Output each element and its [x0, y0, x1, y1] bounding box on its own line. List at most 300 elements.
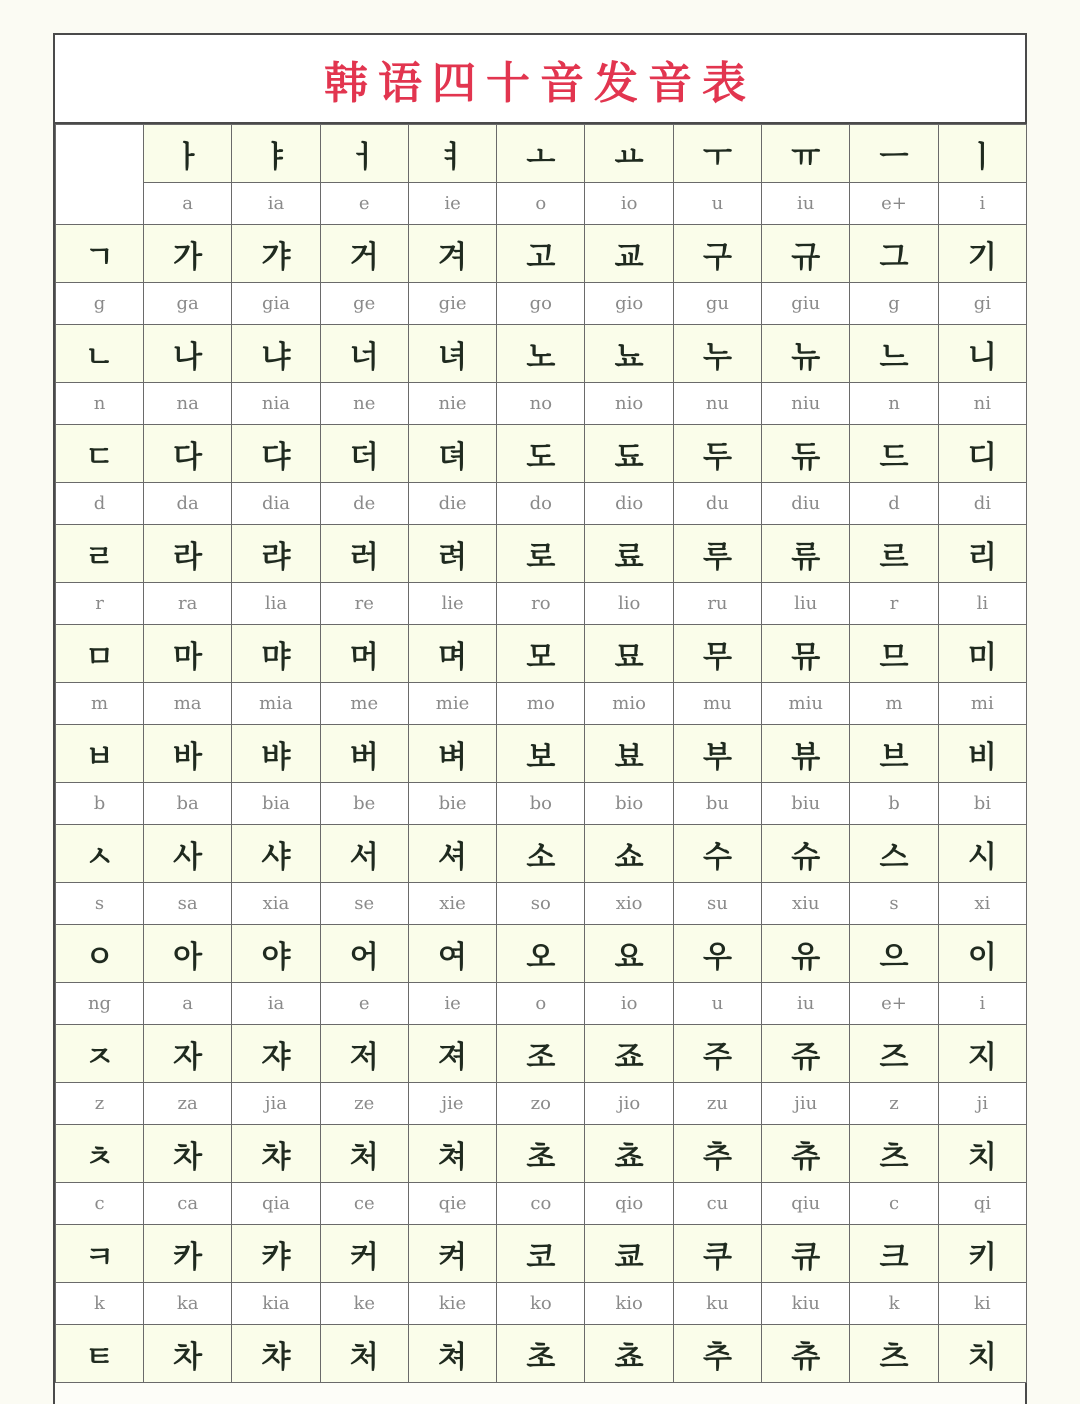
romanization-cell: li: [938, 583, 1026, 625]
syllable-row: [56, 1225, 1027, 1283]
syllable-cell: 나: [144, 325, 232, 383]
romanization-cell: kio: [585, 1283, 673, 1325]
romanization-row: [56, 1283, 1027, 1325]
romanization-cell: o: [497, 983, 585, 1025]
syllable-cell: 랴: [232, 525, 320, 583]
romanization-cell: z: [850, 1083, 938, 1125]
romanization-row: [56, 983, 1027, 1025]
syllable-cell: 쥬: [762, 1025, 850, 1083]
romanization-cell: xi: [938, 883, 1026, 925]
syllable-cell: 시: [938, 825, 1026, 883]
romanization-row: [56, 683, 1027, 725]
syllable-cell: 마: [144, 625, 232, 683]
consonant-cell: ㅅ: [56, 825, 144, 883]
syllable-cell: 쟈: [232, 1025, 320, 1083]
syllable-cell: 카: [144, 1225, 232, 1283]
romanization-cell: diu: [762, 483, 850, 525]
syllable-cell: 기: [938, 225, 1026, 283]
syllable-cell: 리: [938, 525, 1026, 583]
vowel-roman-cell: ie: [408, 183, 496, 225]
consonant-roman-cell: b: [56, 783, 144, 825]
romanization-cell: ni: [938, 383, 1026, 425]
romanization-cell: bu: [673, 783, 761, 825]
syllable-cell: 드: [850, 425, 938, 483]
romanization-cell: s: [850, 883, 938, 925]
syllable-cell: 어: [320, 925, 408, 983]
romanization-cell: lia: [232, 583, 320, 625]
syllable-cell: 뵤: [585, 725, 673, 783]
vowel-roman-cell: a: [144, 183, 232, 225]
syllable-cell: 코: [497, 1225, 585, 1283]
syllable-cell: 듀: [762, 425, 850, 483]
syllable-cell: 챠: [232, 1325, 320, 1383]
syllable-cell: 보: [497, 725, 585, 783]
syllable-cell: 려: [408, 525, 496, 583]
romanization-cell: cu: [673, 1183, 761, 1225]
syllable-cell: 아: [144, 925, 232, 983]
romanization-cell: ma: [144, 683, 232, 725]
romanization-row: [56, 783, 1027, 825]
consonant-cell: ㄴ: [56, 325, 144, 383]
syllable-cell: 쳐: [408, 1125, 496, 1183]
romanization-cell: gu: [673, 283, 761, 325]
syllable-cell: 요: [585, 925, 673, 983]
syllable-cell: 이: [938, 925, 1026, 983]
consonant-cell: ㅌ: [56, 1325, 144, 1383]
syllable-cell: 버: [320, 725, 408, 783]
syllable-cell: 주: [673, 1025, 761, 1083]
syllable-cell: 스: [850, 825, 938, 883]
syllable-row: [56, 325, 1027, 383]
syllable-cell: 류: [762, 525, 850, 583]
consonant-roman-cell: s: [56, 883, 144, 925]
syllable-cell: 누: [673, 325, 761, 383]
romanization-cell: re: [320, 583, 408, 625]
romanization-cell: co: [497, 1183, 585, 1225]
syllable-row: [56, 1025, 1027, 1083]
romanization-cell: qio: [585, 1183, 673, 1225]
syllable-cell: 우: [673, 925, 761, 983]
syllable-cell: 자: [144, 1025, 232, 1083]
romanization-cell: ze: [320, 1083, 408, 1125]
syllable-cell: 커: [320, 1225, 408, 1283]
syllable-cell: 거: [320, 225, 408, 283]
syllable-cell: 다: [144, 425, 232, 483]
syllable-cell: 쿠: [673, 1225, 761, 1283]
vowel-roman-cell: ia: [232, 183, 320, 225]
syllable-cell: 챠: [232, 1125, 320, 1183]
romanization-cell: u: [673, 983, 761, 1025]
syllable-cell: 라: [144, 525, 232, 583]
vowel-roman-cell: e: [320, 183, 408, 225]
romanization-cell: ke: [320, 1283, 408, 1325]
syllable-cell: 규: [762, 225, 850, 283]
romanization-cell: a: [144, 983, 232, 1025]
syllable-cell: 녀: [408, 325, 496, 383]
romanization-cell: se: [320, 883, 408, 925]
romanization-cell: mo: [497, 683, 585, 725]
syllable-cell: 지: [938, 1025, 1026, 1083]
syllable-cell: 차: [144, 1325, 232, 1383]
syllable-cell: 사: [144, 825, 232, 883]
romanization-cell: qia: [232, 1183, 320, 1225]
romanization-cell: ca: [144, 1183, 232, 1225]
syllable-cell: 뷰: [762, 725, 850, 783]
romanization-cell: niu: [762, 383, 850, 425]
romanization-cell: bia: [232, 783, 320, 825]
syllable-cell: 그: [850, 225, 938, 283]
syllable-cell: 갸: [232, 225, 320, 283]
vowel-roman-row: [56, 183, 1027, 225]
romanization-cell: ku: [673, 1283, 761, 1325]
syllable-row: [56, 525, 1027, 583]
romanization-cell: qi: [938, 1183, 1026, 1225]
syllable-cell: 느: [850, 325, 938, 383]
vowel-roman-cell: o: [497, 183, 585, 225]
syllable-cell: 여: [408, 925, 496, 983]
syllable-cell: 가: [144, 225, 232, 283]
syllable-cell: 모: [497, 625, 585, 683]
consonant-roman-cell: c: [56, 1183, 144, 1225]
syllable-cell: 부: [673, 725, 761, 783]
syllable-cell: 차: [144, 1125, 232, 1183]
syllable-cell: 으: [850, 925, 938, 983]
vowel-cell: ㅜ: [673, 125, 761, 183]
consonant-roman-cell: g: [56, 283, 144, 325]
syllable-cell: 져: [408, 1025, 496, 1083]
syllable-cell: 두: [673, 425, 761, 483]
syllable-cell: 미: [938, 625, 1026, 683]
romanization-cell: n: [850, 383, 938, 425]
romanization-cell: kiu: [762, 1283, 850, 1325]
romanization-cell: jiu: [762, 1083, 850, 1125]
romanization-cell: xie: [408, 883, 496, 925]
syllable-cell: 조: [497, 1025, 585, 1083]
syllable-cell: 크: [850, 1225, 938, 1283]
syllable-cell: 벼: [408, 725, 496, 783]
romanization-row: [56, 483, 1027, 525]
romanization-cell: na: [144, 383, 232, 425]
vowel-roman-cell: i: [938, 183, 1026, 225]
consonant-roman-cell: z: [56, 1083, 144, 1125]
syllable-row: [56, 925, 1027, 983]
syllable-cell: 노: [497, 325, 585, 383]
romanization-cell: gia: [232, 283, 320, 325]
romanization-cell: m: [850, 683, 938, 725]
syllable-cell: 머: [320, 625, 408, 683]
corner-cell: [56, 125, 144, 225]
vowel-roman-cell: u: [673, 183, 761, 225]
syllable-cell: 디: [938, 425, 1026, 483]
romanization-cell: qiu: [762, 1183, 850, 1225]
romanization-cell: dia: [232, 483, 320, 525]
romanization-cell: r: [850, 583, 938, 625]
romanization-cell: gi: [938, 283, 1026, 325]
syllable-cell: 루: [673, 525, 761, 583]
romanization-cell: e+: [850, 983, 938, 1025]
syllable-cell: 저: [320, 1025, 408, 1083]
syllable-cell: 로: [497, 525, 585, 583]
syllable-cell: 고: [497, 225, 585, 283]
consonant-cell: ㅈ: [56, 1025, 144, 1083]
romanization-row: [56, 1083, 1027, 1125]
consonant-roman-cell: ng: [56, 983, 144, 1025]
title-band: [55, 35, 1025, 124]
romanization-cell: giu: [762, 283, 850, 325]
romanization-cell: me: [320, 683, 408, 725]
romanization-cell: jia: [232, 1083, 320, 1125]
romanization-cell: ie: [408, 983, 496, 1025]
syllable-table: [55, 124, 1027, 1383]
vowel-cell: ㅗ: [497, 125, 585, 183]
syllable-cell: 바: [144, 725, 232, 783]
syllable-cell: 료: [585, 525, 673, 583]
romanization-cell: nio: [585, 383, 673, 425]
syllable-cell: 죠: [585, 1025, 673, 1083]
romanization-cell: xio: [585, 883, 673, 925]
vowel-cell: ㅡ: [850, 125, 938, 183]
romanization-cell: xiu: [762, 883, 850, 925]
romanization-cell: dio: [585, 483, 673, 525]
romanization-cell: nie: [408, 383, 496, 425]
romanization-cell: bie: [408, 783, 496, 825]
consonant-roman-cell: n: [56, 383, 144, 425]
pronunciation-chart: [53, 33, 1027, 1404]
syllable-cell: 수: [673, 825, 761, 883]
vowel-header-row: [56, 125, 1027, 183]
romanization-row: [56, 283, 1027, 325]
romanization-cell: liu: [762, 583, 850, 625]
syllable-cell: 먀: [232, 625, 320, 683]
syllable-cell: 르: [850, 525, 938, 583]
romanization-cell: za: [144, 1083, 232, 1125]
vowel-cell: ㅑ: [232, 125, 320, 183]
syllable-cell: 유: [762, 925, 850, 983]
romanization-cell: mi: [938, 683, 1026, 725]
romanization-cell: kie: [408, 1283, 496, 1325]
syllable-cell: 치: [938, 1125, 1026, 1183]
consonant-cell: ㅋ: [56, 1225, 144, 1283]
syllable-cell: 더: [320, 425, 408, 483]
romanization-cell: lie: [408, 583, 496, 625]
romanization-cell: ce: [320, 1183, 408, 1225]
syllable-cell: 오: [497, 925, 585, 983]
syllable-cell: 묘: [585, 625, 673, 683]
romanization-cell: k: [850, 1283, 938, 1325]
syllable-cell: 브: [850, 725, 938, 783]
syllable-cell: 비: [938, 725, 1026, 783]
romanization-cell: ko: [497, 1283, 585, 1325]
syllable-cell: 도: [497, 425, 585, 483]
syllable-cell: 추: [673, 1125, 761, 1183]
syllable-row: [56, 625, 1027, 683]
romanization-cell: de: [320, 483, 408, 525]
consonant-cell: ㅊ: [56, 1125, 144, 1183]
romanization-cell: i: [938, 983, 1026, 1025]
syllable-cell: 샤: [232, 825, 320, 883]
syllable-cell: 러: [320, 525, 408, 583]
syllable-cell: 추: [673, 1325, 761, 1383]
romanization-cell: ba: [144, 783, 232, 825]
syllable-cell: 냐: [232, 325, 320, 383]
romanization-cell: bio: [585, 783, 673, 825]
syllable-cell: 야: [232, 925, 320, 983]
romanization-cell: jio: [585, 1083, 673, 1125]
romanization-cell: ki: [938, 1283, 1026, 1325]
vowel-cell: ㅕ: [408, 125, 496, 183]
syllable-cell: 므: [850, 625, 938, 683]
romanization-cell: su: [673, 883, 761, 925]
romanization-cell: zu: [673, 1083, 761, 1125]
romanization-cell: bo: [497, 783, 585, 825]
consonant-cell: ㄱ: [56, 225, 144, 283]
syllable-cell: 켜: [408, 1225, 496, 1283]
vowel-roman-cell: e+: [850, 183, 938, 225]
romanization-cell: sa: [144, 883, 232, 925]
syllable-cell: 큐: [762, 1225, 850, 1283]
romanization-cell: ru: [673, 583, 761, 625]
vowel-cell: ㅣ: [938, 125, 1026, 183]
vowel-cell: ㅛ: [585, 125, 673, 183]
syllable-cell: 너: [320, 325, 408, 383]
syllable-cell: 뱌: [232, 725, 320, 783]
romanization-cell: bi: [938, 783, 1026, 825]
romanization-cell: gie: [408, 283, 496, 325]
romanization-cell: no: [497, 383, 585, 425]
consonant-roman-cell: r: [56, 583, 144, 625]
consonant-roman-cell: k: [56, 1283, 144, 1325]
romanization-cell: zo: [497, 1083, 585, 1125]
syllable-row: [56, 825, 1027, 883]
romanization-cell: io: [585, 983, 673, 1025]
romanization-cell: xia: [232, 883, 320, 925]
consonant-cell: ㄹ: [56, 525, 144, 583]
romanization-cell: miu: [762, 683, 850, 725]
consonant-cell: ㄷ: [56, 425, 144, 483]
vowel-cell: ㅏ: [144, 125, 232, 183]
romanization-cell: jie: [408, 1083, 496, 1125]
syllable-cell: 뎌: [408, 425, 496, 483]
romanization-cell: mie: [408, 683, 496, 725]
syllable-row: [56, 425, 1027, 483]
romanization-cell: so: [497, 883, 585, 925]
romanization-row: [56, 883, 1027, 925]
vowel-roman-cell: io: [585, 183, 673, 225]
syllable-cell: 츠: [850, 1325, 938, 1383]
romanization-cell: mu: [673, 683, 761, 725]
romanization-cell: mia: [232, 683, 320, 725]
romanization-cell: lio: [585, 583, 673, 625]
romanization-cell: b: [850, 783, 938, 825]
romanization-cell: g: [850, 283, 938, 325]
syllable-cell: 무: [673, 625, 761, 683]
romanization-cell: ra: [144, 583, 232, 625]
syllable-cell: 쵸: [585, 1125, 673, 1183]
syllable-cell: 츠: [850, 1125, 938, 1183]
syllable-cell: 초: [497, 1325, 585, 1383]
syllable-cell: 슈: [762, 825, 850, 883]
syllable-cell: 즈: [850, 1025, 938, 1083]
romanization-cell: gio: [585, 283, 673, 325]
syllable-cell: 쵸: [585, 1325, 673, 1383]
romanization-cell: ia: [232, 983, 320, 1025]
chart-title: 韩语四十音发音表: [324, 57, 756, 109]
syllable-cell: 니: [938, 325, 1026, 383]
romanization-cell: du: [673, 483, 761, 525]
romanization-cell: die: [408, 483, 496, 525]
romanization-cell: mio: [585, 683, 673, 725]
romanization-cell: ga: [144, 283, 232, 325]
romanization-cell: do: [497, 483, 585, 525]
syllable-cell: 쇼: [585, 825, 673, 883]
syllable-cell: 초: [497, 1125, 585, 1183]
syllable-cell: 서: [320, 825, 408, 883]
syllable-row: [56, 225, 1027, 283]
romanization-cell: biu: [762, 783, 850, 825]
syllable-cell: 쳐: [408, 1325, 496, 1383]
syllable-cell: 소: [497, 825, 585, 883]
syllable-cell: 치: [938, 1325, 1026, 1383]
syllable-cell: 교: [585, 225, 673, 283]
syllable-cell: 뉴: [762, 325, 850, 383]
romanization-cell: kia: [232, 1283, 320, 1325]
syllable-cell: 셔: [408, 825, 496, 883]
romanization-cell: go: [497, 283, 585, 325]
syllable-cell: 캬: [232, 1225, 320, 1283]
vowel-roman-cell: iu: [762, 183, 850, 225]
romanization-cell: qie: [408, 1183, 496, 1225]
syllable-cell: 뇨: [585, 325, 673, 383]
syllable-cell: 댜: [232, 425, 320, 483]
romanization-cell: da: [144, 483, 232, 525]
consonant-cell: ㅇ: [56, 925, 144, 983]
romanization-cell: d: [850, 483, 938, 525]
romanization-row: [56, 1183, 1027, 1225]
romanization-cell: ji: [938, 1083, 1026, 1125]
romanization-cell: ka: [144, 1283, 232, 1325]
vowel-cell: ㅓ: [320, 125, 408, 183]
romanization-cell: ne: [320, 383, 408, 425]
romanization-cell: di: [938, 483, 1026, 525]
consonant-roman-cell: m: [56, 683, 144, 725]
syllable-cell: 츄: [762, 1325, 850, 1383]
syllable-cell: 키: [938, 1225, 1026, 1283]
consonant-cell: ㅁ: [56, 625, 144, 683]
syllable-row: [56, 1325, 1027, 1383]
syllable-cell: 구: [673, 225, 761, 283]
romanization-row: [56, 583, 1027, 625]
syllable-cell: 츄: [762, 1125, 850, 1183]
romanization-cell: ge: [320, 283, 408, 325]
consonant-roman-cell: d: [56, 483, 144, 525]
consonant-cell: ㅂ: [56, 725, 144, 783]
syllable-row: [56, 725, 1027, 783]
syllable-cell: 뮤: [762, 625, 850, 683]
syllable-cell: 며: [408, 625, 496, 683]
romanization-cell: ro: [497, 583, 585, 625]
romanization-cell: iu: [762, 983, 850, 1025]
syllable-cell: 쿄: [585, 1225, 673, 1283]
syllable-cell: 됴: [585, 425, 673, 483]
romanization-cell: c: [850, 1183, 938, 1225]
romanization-cell: be: [320, 783, 408, 825]
romanization-row: [56, 383, 1027, 425]
romanization-cell: e: [320, 983, 408, 1025]
romanization-cell: nu: [673, 383, 761, 425]
syllable-cell: 처: [320, 1325, 408, 1383]
syllable-row: [56, 1125, 1027, 1183]
syllable-cell: 처: [320, 1125, 408, 1183]
